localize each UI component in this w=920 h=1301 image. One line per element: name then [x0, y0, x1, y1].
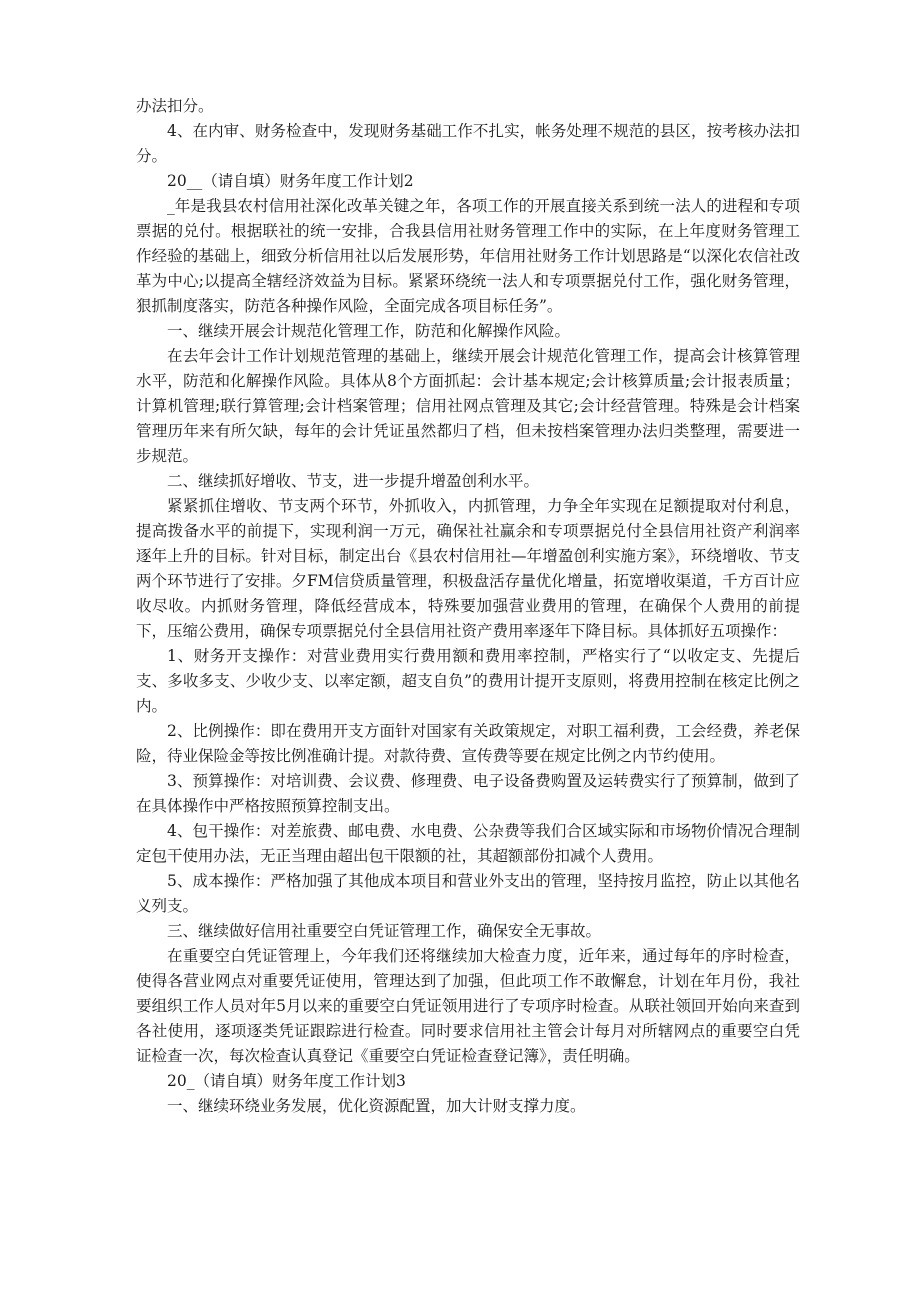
paragraph: 紧紧抓住增收、节支两个环节，外抓收入，内抓管理，力争全年实现在足额提取对付利息，提高拨备水平的前提下，实现利润一万元，确保社社赢余和专项票据兑付全县信用社资产利润率逐年上升的目标。针对目标，制定出台《县农村信用社—年增盈创利实施方案》，环绕增收、节支两个环节进行了安排。夕FM信贷质量管理，积极盘活存量优化增量，拓宽增收渠道，千方百计应收尽收。内抓财务管理，降低经营成本，特殊要加强营业费用的管理，在确保个人费用的前提下，压缩公费用，确保专项票据兑付全县信用社资产费用率逐年下降目标。具体抓好五项操作：	[136, 497, 800, 640]
paragraph: 5、成本操作：严格加强了其他成本项目和营业外支出的管理，坚持按月监控，防止以其他名义列支。	[136, 872, 800, 915]
paragraph: 20__（请自填）财务年度工作计划2	[167, 172, 414, 190]
paragraph: 4、包干操作：对差旅费、邮电费、水电费、公杂费等我们合区域实际和市场物价情况合理制定包干使用办法，无正当理由超出包干限额的社，其超额部份扣减个人费用。	[136, 822, 800, 865]
document-body	[136, 94, 800, 1119]
paragraph: 2、比例操作：即在费用开支方面针对国家有关政策规定，对职工福利费，工会经费，养老保险，待业保险金等按比例准确计提。对款待费、宣传费等要在规定比例之内节约使用。	[136, 722, 800, 765]
paragraph: 三、继续做好信用社重要空白凭证管理工作，确保安全无事故。	[167, 922, 602, 940]
paragraph: 一、继续开展会计规范化管理工作，防范和化解操作风险。	[167, 322, 571, 340]
paragraph: 1、财务开支操作：对营业费用实行费用额和费用率控制，严格实行了“以收定支、先提后支、多收多支、少收少支、以率定额，超支自负”的费用计提开支原则，将费用控制在核定比例之内。	[136, 647, 800, 715]
paragraph: 在去年会计工作计划规范管理的基础上，继续开展会计规范化管理工作，提高会计核算管理水平，防范和化解操作风险。具体从8个方面抓起：会计基本规定;会计核算质量;会计报表质量；计算机管理;联行算管理;会计档案管理；信用社网点管理及其它;会计经营管理。特殊是会计档案管理历年来有所欠缺，每年的会计凭证虽然都归了档，但未按档案管理办法归类整理，需要进一步规范。	[136, 347, 800, 465]
paragraph: 一、继续环绕业务发展，优化资源配置，加大计财支撑力度。	[167, 1097, 586, 1115]
paragraph: 20_（请自填）财务年度工作计划3	[167, 1072, 406, 1090]
paragraph: 二、继续抓好增收、节支，进一步提升增盈创利水平。	[167, 472, 540, 490]
paragraph: 在重要空白凭证管理上，今年我们还将继续加大检查力度，近年来，通过每年的序时检查，使得各营业网点对重要凭证使用，管理达到了加强，但此项工作不敢懈怠，计划在年月份，我社要组织工作人员对年5月以来的重要空白凭证领用进行了专项序时检查。从联社领回开始向来查到各社使用，逐项逐类凭证跟踪进行检查。同时要求信用社主管会计每月对所辖网点的重要空白凭证检查一次，每次检查认真登记《重要空白凭证检查登记簿》，责任明确。	[136, 947, 800, 1065]
paragraph: 3、预算操作：对培训费、会议费、修理费、电子设备费购置及运转费实行了预算制，做到了在具体操作中严格按照预算控制支出。	[136, 772, 800, 815]
paragraph: 办法扣分。	[136, 97, 214, 115]
paragraph: _年是我县农村信用社深化改革关键之年，各项工作的开展直接关系到统一法人的进程和专项票据的兑付。根据联社的统一安排，合我县信用社财务管理工作中的实际，在上年度财务管理工作经验的基础上，细致分析信用社以后发展形势，年信用社财务工作计划思路是“以深化农信社改革为中心;以提高全辖经济效益为目标。紧紧环绕统一法人和专项票据兑付工作，强化财务管理，狠抓制度落实，防范各种操作风险，全面完成各项目标任务”。	[136, 197, 800, 315]
paragraph: 4、在内审、财务检查中，发现财务基础工作不扎实，帐务处理不规范的县区，按考核办法扣分。	[136, 122, 800, 165]
